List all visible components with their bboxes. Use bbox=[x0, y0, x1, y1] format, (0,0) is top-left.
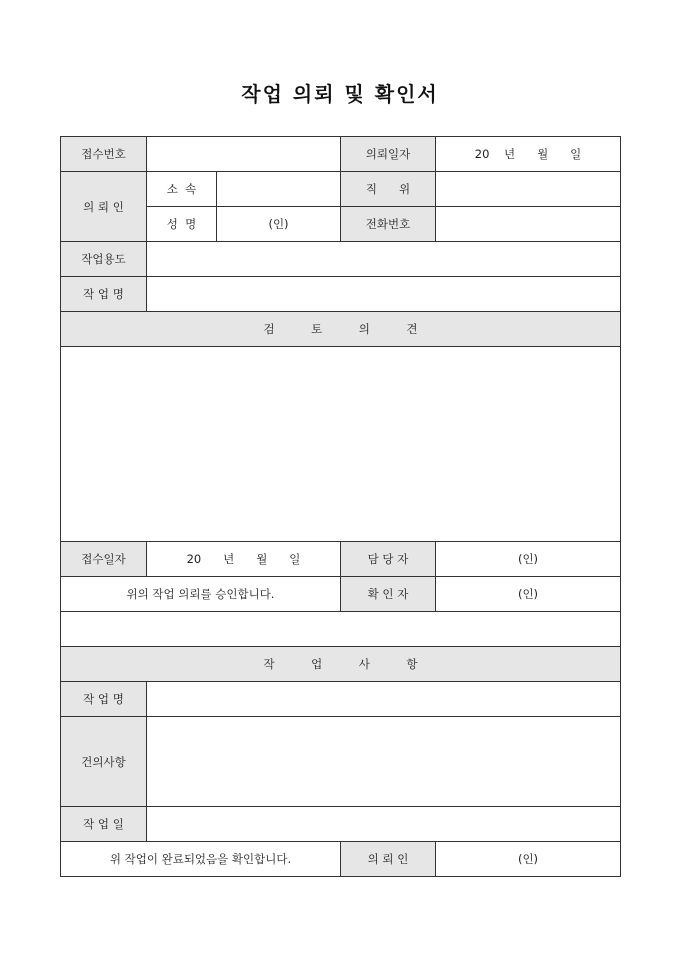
receipt-date-label: 접수일자 bbox=[61, 542, 147, 577]
work-date-row bbox=[61, 807, 621, 842]
approval-row bbox=[61, 577, 621, 612]
completion-statement: 위 작업이 완료되었음을 확인합니다. bbox=[61, 842, 341, 877]
work-item-name-label: 작 업 명 bbox=[61, 682, 147, 717]
suggestion-label: 건의사항 bbox=[61, 717, 147, 807]
affiliation-row bbox=[61, 172, 621, 207]
document-title: 작업 의뢰 및 확인서 bbox=[241, 82, 439, 106]
manager-seal-field[interactable]: (인) bbox=[436, 542, 621, 577]
review-content-area[interactable] bbox=[61, 347, 621, 542]
receipt-number-label: 접수번호 bbox=[61, 137, 147, 172]
review-header-row bbox=[61, 312, 621, 347]
work-item-name-field[interactable] bbox=[147, 682, 621, 717]
confirmer-seal-field[interactable]: (인) bbox=[436, 577, 621, 612]
affiliation-label: 소 속 bbox=[147, 172, 217, 207]
phone-field[interactable] bbox=[436, 207, 621, 242]
purpose-row bbox=[61, 242, 621, 277]
receipt-date-field[interactable]: 20 년 월 일 bbox=[147, 542, 341, 577]
work-item-name-row bbox=[61, 682, 621, 717]
name-seal-field[interactable]: (인) bbox=[217, 207, 341, 242]
blank-row bbox=[61, 612, 621, 647]
suggestion-field[interactable] bbox=[147, 717, 621, 807]
confirmer-label: 확 인 자 bbox=[341, 577, 436, 612]
review-content-row bbox=[61, 347, 621, 542]
review-section-header: 검 토 의 견 bbox=[61, 312, 621, 347]
work-date-label: 작 업 일 bbox=[61, 807, 147, 842]
suggestion-row bbox=[61, 717, 621, 807]
request-date-label: 의뢰일자 bbox=[341, 137, 436, 172]
position-label: 직 위 bbox=[341, 172, 436, 207]
receipt-date-row bbox=[61, 542, 621, 577]
receipt-number-field[interactable] bbox=[147, 137, 341, 172]
requester-label: 의 뢰 인 bbox=[61, 172, 147, 242]
spacer-row bbox=[61, 612, 621, 647]
approval-statement: 위의 작업 의뢰를 승인합니다. bbox=[61, 577, 341, 612]
purpose-field[interactable] bbox=[147, 242, 621, 277]
position-field[interactable] bbox=[436, 172, 621, 207]
request-form-table bbox=[60, 136, 621, 877]
completion-row bbox=[61, 842, 621, 877]
completion-requester-label: 의 뢰 인 bbox=[341, 842, 436, 877]
work-header-row bbox=[61, 647, 621, 682]
work-name-label: 작 업 명 bbox=[61, 277, 147, 312]
work-name-field[interactable] bbox=[147, 277, 621, 312]
work-section-header: 작 업 사 항 bbox=[61, 647, 621, 682]
receipt-number-row bbox=[61, 137, 621, 172]
purpose-label: 작업용도 bbox=[61, 242, 147, 277]
affiliation-field[interactable] bbox=[217, 172, 341, 207]
manager-label: 담 당 자 bbox=[341, 542, 436, 577]
phone-label: 전화번호 bbox=[341, 207, 436, 242]
work-date-field[interactable] bbox=[147, 807, 621, 842]
completion-requester-seal-field[interactable]: (인) bbox=[436, 842, 621, 877]
name-label: 성 명 bbox=[147, 207, 217, 242]
request-date-field[interactable]: 20 년 월 일 bbox=[436, 137, 621, 172]
work-name-row bbox=[61, 277, 621, 312]
